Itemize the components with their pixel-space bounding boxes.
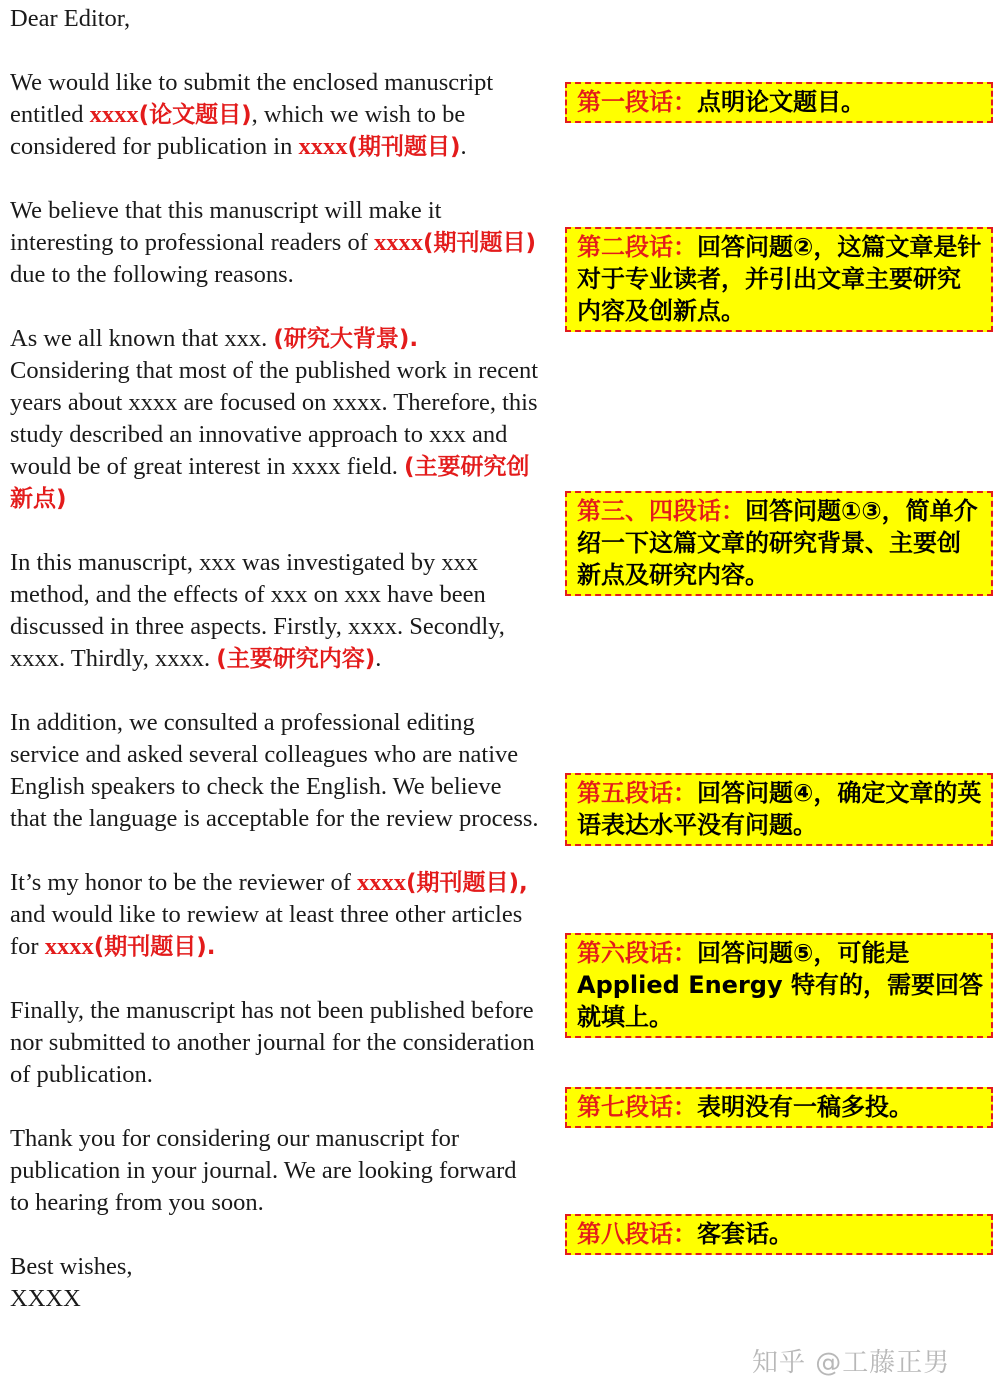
placeholder-journal-title: xxxx(期刊题目). (44, 933, 216, 960)
paragraph-5: In addition, we consulted a professional editing service and asked several colleagues who are native English speakers to check the English. We believe that the language is acceptable for the review process. (10, 709, 539, 832)
placeholder-journal-title: xxxx(期刊题目) (298, 133, 461, 160)
note-main-content: (主要研究内容) (216, 646, 376, 672)
note-research-background: (研究大背景). (273, 326, 419, 352)
annotation-paragraph-7: 第七段话：表明没有一稿多投。 (565, 1087, 993, 1128)
signature: XXXX (10, 1285, 81, 1312)
placeholder-journal-title: xxxx(期刊题目) (373, 229, 537, 256)
paragraph-4: In this manuscript, xxx was investigated by xxx method, and the effects of xxx on xxx have been discussed in three aspects. Firstly, xxxx. Secondly, xxxx. Thirdly, xxxx. (主要研究内容). (10, 549, 505, 672)
annotation-paragraph-6: 第六段话：回答问题⑤，可能是Applied Energy 特有的，需要回答就填上。 (565, 933, 993, 1038)
note-main-innovation: (主要研究创新点) (10, 454, 530, 512)
placeholder-journal-title: xxxx(期刊题目), (356, 869, 528, 896)
closing: Best wishes, (10, 1253, 133, 1280)
annotation-paragraph-2: 第二段话：回答问题②，这篇文章是针对于专业读者，并引出文章主要研究内容及创新点。 (565, 227, 993, 332)
watermark: 知乎 @工藤正男 (752, 1348, 951, 1378)
annotation-paragraph-3-4: 第三、四段话：回答问题①③，简单介绍一下这篇文章的研究背景、主要创新点及研究内容。 (565, 491, 993, 596)
paragraph-6: It’s my honor to be the reviewer of xxxx(期刊题目), and would like to rewiew at least three other articles for xxxx(期刊题目). (10, 869, 528, 960)
paragraph-8: Thank you for considering our manuscript for publication in your journal. We are looking forward to hearing from you soon. (10, 1125, 517, 1216)
paragraph-7: Finally, the manuscript has not been published before nor submitted to another journal for the consideration of publication. (10, 997, 535, 1088)
placeholder-paper-title: xxxx(论文题目) (89, 101, 252, 128)
paragraph-3: As we all known that xxx. (研究大背景). Considering that most of the published work in recent years about xxxx are focused on xxxx. Therefore, this study described an innovative approach to xxx and would be of great interest in xxxx field. (主要研究创新点) (10, 325, 539, 512)
paragraph-1: We would like to submit the enclosed manuscript entitled xxxx(论文题目), which we wish to be considered for publication in xxxx(期刊题目). (10, 69, 494, 160)
annotation-paragraph-1: 第一段话：点明论文题目。 (565, 82, 993, 123)
paragraph-2: We believe that this manuscript will make it interesting to professional readers of xxxx(期刊题目) due to the following reasons. (10, 197, 537, 288)
salutation: Dear Editor, (10, 5, 131, 32)
cover-letter (10, 3, 540, 1315)
annotation-paragraph-5: 第五段话：回答问题④，确定文章的英语表达水平没有问题。 (565, 773, 993, 846)
annotation-paragraph-8: 第八段话：客套话。 (565, 1214, 993, 1255)
